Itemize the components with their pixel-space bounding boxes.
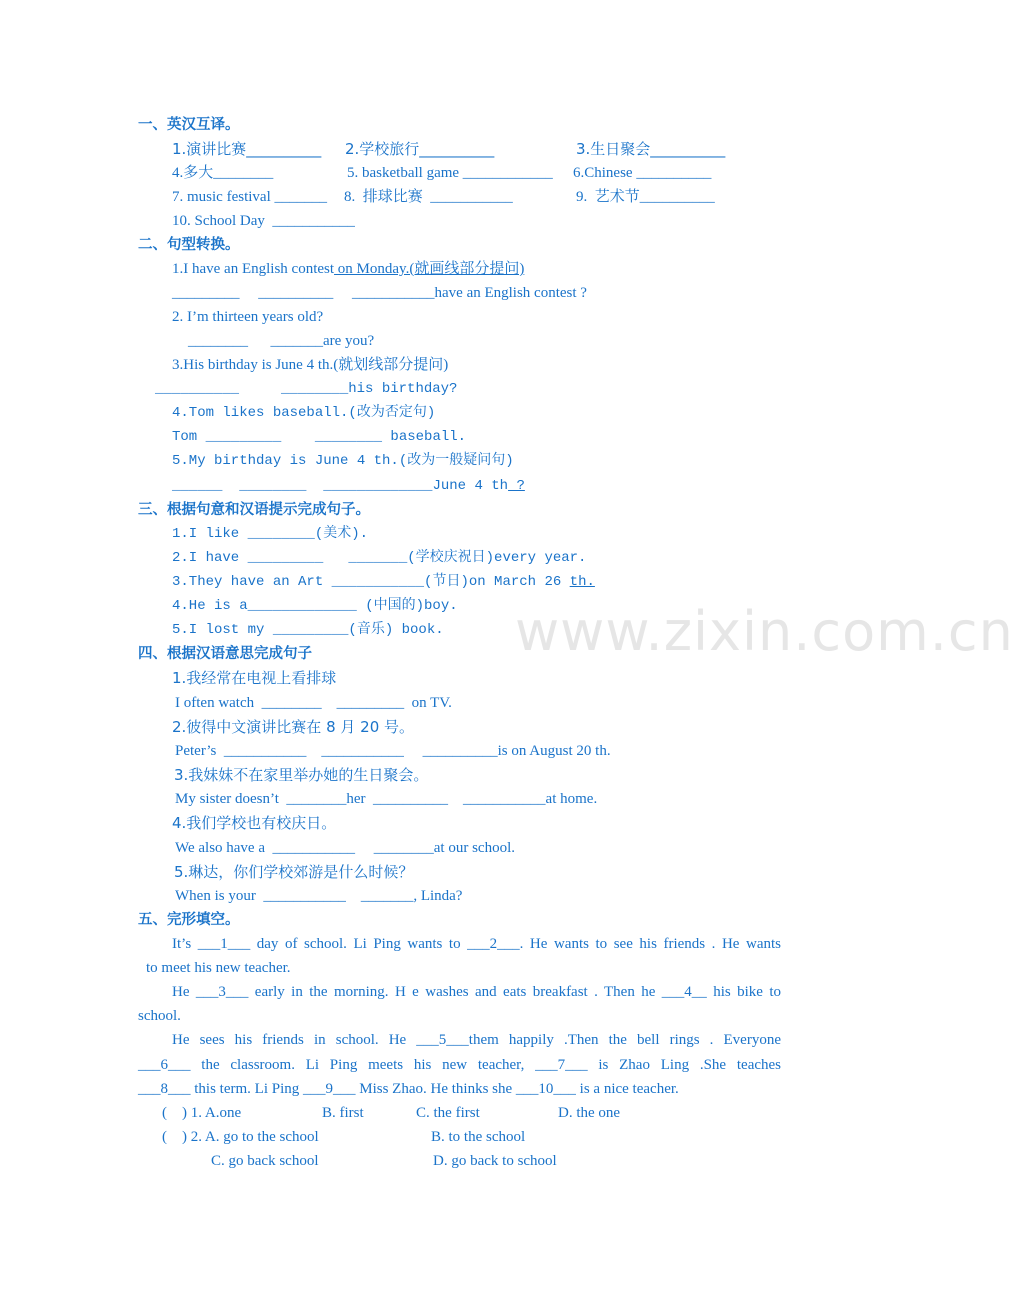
section-5-title: 五、完形填空。 bbox=[138, 912, 240, 928]
cloze-p2-line2: school. bbox=[138, 1008, 181, 1024]
s2-q1-text: 1.I have an English contest bbox=[172, 261, 335, 277]
cloze-p3-line3: ___8___ this term. Li Ping ___9___ Miss Zhao. He thinks she ___10___ is a nice teacher. bbox=[138, 1081, 679, 1097]
option-2-d: D. go back to school bbox=[433, 1153, 557, 1169]
cloze-p1-line1: It’s ___1___ day of school. Li Ping wants to ___2___. He wants to see his friends . He wants bbox=[172, 936, 781, 952]
s2-q4: 4.Tom likes baseball.(改为否定句) bbox=[172, 405, 436, 421]
s3-q3 bbox=[172, 572, 595, 592]
s1-item-8: 8. 排球比赛 ___________ bbox=[344, 189, 513, 205]
section-2-title: 二、句型转换。 bbox=[138, 237, 240, 253]
s4-q1: 1.我经常在电视上看排球 bbox=[172, 669, 337, 687]
s2-q3-answer: __________ ________his birthday? bbox=[155, 381, 458, 397]
s3-q3-underlined: th. bbox=[569, 574, 595, 590]
option-2-c: C. go back school bbox=[211, 1153, 319, 1169]
s4-q5-answer: When is your ___________ _______, Linda? bbox=[175, 888, 463, 904]
s1-item-6: 6.Chinese __________ bbox=[573, 165, 712, 181]
s1-item-3: 3.生日聚会__________ bbox=[576, 140, 726, 158]
s2-q5-answer bbox=[172, 476, 525, 496]
s1-item-4: 4.多大________ bbox=[172, 165, 274, 181]
s4-q3-answer: My sister doesn’t ________her __________ ___________at home. bbox=[175, 791, 598, 807]
s2-q1 bbox=[172, 259, 524, 279]
s2-q5: 5.My birthday is June 4 th.(改为一般疑问句) bbox=[172, 453, 514, 469]
s1-item-2: 2.学校旅行__________ bbox=[345, 140, 495, 158]
s3-q3-text: 3.They have an Art ___________(节日)on March 26 bbox=[172, 574, 570, 590]
s3-q1: 1.I like ________(美术). bbox=[172, 526, 369, 542]
section-3-title: 三、根据句意和汉语提示完成句子。 bbox=[138, 502, 370, 518]
cloze-p1-line2: to meet his new teacher. bbox=[146, 960, 291, 976]
s2-q5-underlined: ? bbox=[508, 478, 525, 494]
s4-q5: 5.琳达，你们学校郊游是什么时候？ bbox=[174, 863, 414, 881]
option-1-a: ( ) 1. A.one bbox=[162, 1105, 242, 1121]
s4-q4: 4.我们学校也有校庆日。 bbox=[172, 814, 337, 832]
cloze-p3-line2: ___6___ the classroom. Li Ping meets his new teacher, ___7___ is Zhao Ling .She teaches bbox=[138, 1057, 781, 1073]
s4-q4-answer: We also have a ___________ ________at our school. bbox=[175, 840, 515, 856]
cloze-p3-line1: He sees his friends in school. He ___5___them happily .Then the bell rings . Everyone bbox=[172, 1032, 781, 1048]
s4-q3: 3.我妹妹不在家里举办她的生日聚会。 bbox=[174, 766, 429, 784]
s1-item-5: 5. basketball game ____________ bbox=[347, 165, 553, 181]
option-1-c: C. the first bbox=[416, 1105, 480, 1121]
option-1-d: D. the one bbox=[558, 1105, 621, 1121]
s4-q1-answer: I often watch ________ _________ on TV. bbox=[175, 695, 452, 711]
s1-item-10: 10. School Day ___________ bbox=[172, 213, 355, 229]
section-4-title: 四、根据汉语意思完成句子 bbox=[138, 646, 312, 662]
s2-q5-answer-text: ______ ________ _____________June 4 th bbox=[172, 478, 509, 494]
option-2-b: B. to the school bbox=[431, 1129, 526, 1145]
s3-q4: 4.He is a_____________ (中国的)boy. bbox=[172, 598, 458, 614]
s4-q2-answer: Peter’s ___________ ___________ __________is on August 20 th. bbox=[175, 743, 611, 759]
s2-q1-underlined: on Monday.(就画线部分提问) bbox=[334, 261, 525, 277]
section-1-title: 一、英汉互译。 bbox=[138, 117, 240, 133]
s3-q2: 2.I have _________ _______(学校庆祝日)every year. bbox=[172, 550, 587, 566]
cloze-p2-line1: He ___3___ early in the morning. H e washes and eats breakfast . Then he ___4__ his bike to bbox=[172, 984, 781, 1000]
s1-item-1: 1.演讲比赛__________ bbox=[172, 140, 322, 158]
s1-item-7: 7. music festival _______ bbox=[172, 189, 327, 205]
s4-q2: 2.彼得中文演讲比赛在 8 月 20 号。 bbox=[172, 718, 415, 736]
s3-q5: 5.I lost my _________(音乐) book. bbox=[172, 622, 444, 638]
s2-q4-answer: Tom _________ ________ baseball. bbox=[172, 429, 467, 445]
s2-q2: 2. I’m thirteen years old? bbox=[172, 309, 324, 325]
watermark: www.zixin.com.cn bbox=[515, 600, 1014, 663]
option-2-a: ( ) 2. A. go to the school bbox=[162, 1129, 319, 1145]
s2-q3: 3.His birthday is June 4 th.(就划线部分提问) bbox=[172, 357, 449, 373]
option-1-b: B. first bbox=[322, 1105, 364, 1121]
s1-item-9: 9. 艺术节__________ bbox=[576, 189, 715, 205]
s2-q1-answer: _________ __________ ___________have an English contest ? bbox=[172, 285, 587, 301]
s2-q2-answer: ________ _______are you? bbox=[188, 333, 375, 349]
